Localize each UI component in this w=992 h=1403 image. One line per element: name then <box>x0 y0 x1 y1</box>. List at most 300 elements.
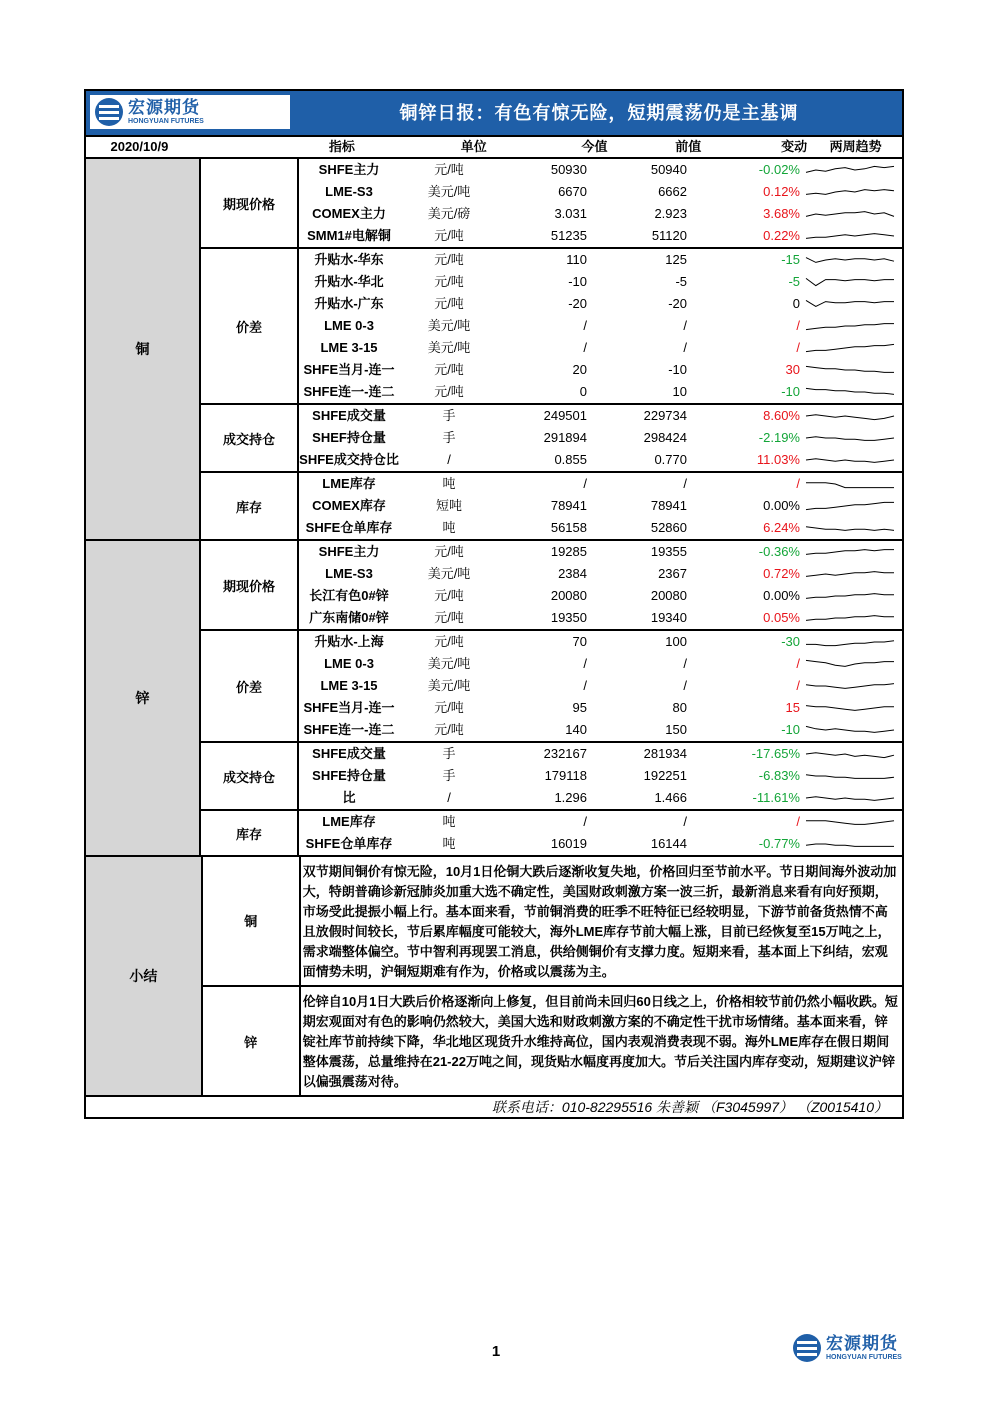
table-row <box>299 541 902 563</box>
group-label: 成交持仓 <box>201 743 297 809</box>
title-bar <box>86 91 902 137</box>
unit-cell: 手 <box>442 768 456 783</box>
previous-value: 298424 <box>643 430 687 445</box>
trend-line <box>806 821 894 825</box>
change-value: / <box>796 678 800 693</box>
indicator-name: 比 <box>342 790 356 805</box>
unit-cell: 手 <box>442 746 456 761</box>
trend-line <box>806 502 894 509</box>
previous-value: 52860 <box>650 520 687 535</box>
table-row <box>299 159 902 181</box>
previous-value: / <box>683 656 687 671</box>
current-value: 232167 <box>543 746 587 761</box>
table-row <box>299 427 902 449</box>
trend-cell <box>802 181 902 203</box>
indicator-name: SHFE成交持仓比 <box>299 452 399 467</box>
change-value: -0.02% <box>758 162 800 177</box>
unit-cell: 美元/吨 <box>427 566 471 581</box>
indicator-name: LME库存 <box>322 476 376 491</box>
change-value: 0 <box>792 296 800 311</box>
group-label: 期现价格 <box>201 541 297 629</box>
trend-sparkline <box>804 678 896 694</box>
previous-value: 125 <box>665 252 687 267</box>
previous-value: 6662 <box>658 184 687 199</box>
indicator-name: LME-S3 <box>325 566 373 581</box>
trend-cell <box>802 271 902 293</box>
trend-line <box>806 437 894 441</box>
change-value: 0.00% <box>763 498 800 513</box>
report-title: 铜锌日报：有色有惊无险，短期震荡仍是主基调 <box>399 103 799 123</box>
unit-cell: 美元/吨 <box>427 184 471 199</box>
trend-cell <box>802 811 902 833</box>
current-value: 95 <box>572 700 587 715</box>
trend-cell <box>802 337 902 359</box>
previous-value: -5 <box>675 274 687 289</box>
trend-sparkline <box>804 814 896 830</box>
current-value: 179118 <box>544 768 587 783</box>
unit-cell: 美元/磅 <box>427 206 471 221</box>
indicator-group <box>201 811 902 855</box>
group-rows <box>297 811 902 855</box>
category-copper: 铜 <box>86 159 199 539</box>
trend-cell <box>802 359 902 381</box>
trend-cell <box>802 427 902 449</box>
trend-cell <box>802 381 902 403</box>
current-value: 51235 <box>550 228 587 243</box>
previous-value: / <box>683 318 687 333</box>
unit-cell: 美元/吨 <box>427 678 471 693</box>
indicator-name: COMEX主力 <box>312 206 386 221</box>
indicator-name: LME 3-15 <box>320 678 378 693</box>
trend-sparkline <box>804 634 896 650</box>
current-value: 1.296 <box>554 790 587 805</box>
table-row <box>299 315 902 337</box>
trend-cell <box>802 833 902 855</box>
change-value: 0.00% <box>763 588 800 603</box>
indicator-group <box>201 159 902 249</box>
change-value: -15 <box>781 252 800 267</box>
unit-cell: 吨 <box>442 476 456 491</box>
trend-line <box>806 166 894 172</box>
table-row <box>299 743 902 765</box>
previous-value: 2.923 <box>654 206 687 221</box>
trend-cell <box>802 697 902 719</box>
previous-value: 51120 <box>651 228 687 243</box>
trend-sparkline <box>804 452 896 468</box>
trend-line <box>806 641 894 646</box>
group-label: 价差 <box>201 631 297 741</box>
unit-cell: 手 <box>442 430 456 445</box>
footer-logo-cn: 宏源期货 <box>826 1334 898 1353</box>
trend-line <box>806 572 894 577</box>
trend-line <box>806 234 894 239</box>
zinc-block <box>86 541 902 857</box>
summary-zinc-label: 锌 <box>203 987 299 1095</box>
trend-line <box>806 344 894 351</box>
previous-value: 281934 <box>643 746 687 761</box>
previous-value: -10 <box>668 362 687 377</box>
unit-cell: / <box>447 790 451 805</box>
unit-cell: 美元/吨 <box>427 656 471 671</box>
current-value: 20 <box>572 362 587 377</box>
indicator-group <box>201 743 902 811</box>
table-row <box>299 181 902 203</box>
trend-line <box>806 324 894 330</box>
table-row <box>299 495 902 517</box>
column-header <box>86 137 902 159</box>
current-value: 3.031 <box>554 206 587 221</box>
change-value: 0.05% <box>763 610 800 625</box>
trend-cell <box>802 607 902 629</box>
indicator-name: SHFE当月-连一 <box>303 700 395 715</box>
unit-cell: 元/吨 <box>434 252 464 267</box>
table-row <box>299 787 902 809</box>
unit-cell: 元/吨 <box>434 700 464 715</box>
trend-sparkline <box>804 274 896 290</box>
trend-cell <box>802 719 902 741</box>
current-value: 19285 <box>550 544 587 559</box>
company-logo <box>90 95 290 129</box>
table-row <box>299 517 902 539</box>
indicator-name: SHFE连一-连二 <box>303 384 395 399</box>
table-row <box>299 359 902 381</box>
indicator-name: LME 0-3 <box>324 656 374 671</box>
trend-sparkline <box>804 408 896 424</box>
indicator-name: 升贴水-华东 <box>314 252 384 267</box>
table-row <box>299 563 902 585</box>
trend-line <box>806 300 894 306</box>
table-row <box>299 249 902 271</box>
table-row <box>299 697 902 719</box>
trend-line <box>806 190 894 195</box>
current-value: 20080 <box>550 588 587 603</box>
previous-value: / <box>683 476 687 491</box>
trend-line <box>806 212 894 217</box>
indicator-name: SHFE成交量 <box>312 408 386 423</box>
current-value: 19350 <box>550 610 587 625</box>
trend-cell <box>802 541 902 563</box>
table-row <box>299 833 902 855</box>
previous-value: 0.770 <box>654 452 687 467</box>
header-change: 变动 <box>781 139 808 154</box>
previous-value: 2367 <box>658 566 687 581</box>
unit-cell: 吨 <box>442 520 456 535</box>
report-date: 2020/10/9 <box>110 139 169 154</box>
summary-zinc-text: 伦锌自10月1日大跌后价格逐渐向上修复，但目前尚未回归60日线之上，价格相较节前仍然小幅收跌。短期宏观面对有色的影响仍然较大，美国大选和财政刺激方案的不确定性干扰市场情绪。基本面来看，锌锭社库节前持续下降，华北地区现货升水维持高位，国内表观消费表现不弱。海外LME库存在假日期间整体震荡，总量维持在21-22万吨之间，现货贴水幅度再度加大。节后关注国内库存变动，短期建议沪锌以偏强震荡对待。 <box>299 987 902 1095</box>
table-row <box>299 719 902 741</box>
trend-sparkline <box>804 318 896 334</box>
trend-cell <box>802 203 902 225</box>
previous-value: 19340 <box>650 610 687 625</box>
indicator-name: SHFE成交量 <box>312 746 386 761</box>
current-value: / <box>583 678 587 693</box>
trend-sparkline <box>804 162 896 178</box>
indicator-name: SHFE持仓量 <box>312 768 386 783</box>
unit-cell: 美元/吨 <box>427 340 471 355</box>
indicator-name: 广东南储0#锌 <box>309 610 389 625</box>
previous-value: 16144 <box>650 836 687 851</box>
group-label: 价差 <box>201 249 297 403</box>
change-value: 8.60% <box>763 408 800 423</box>
indicator-group <box>201 541 902 631</box>
trend-cell <box>802 585 902 607</box>
previous-value: 78941 <box>650 498 687 513</box>
table-row <box>299 811 902 833</box>
header-indicator: 指标 <box>328 139 355 154</box>
daily-report-table <box>84 89 904 1119</box>
current-value: 56158 <box>550 520 587 535</box>
current-value: / <box>583 656 587 671</box>
trend-sparkline <box>804 768 896 784</box>
previous-value: 100 <box>665 634 687 649</box>
table-row <box>299 337 902 359</box>
trend-cell <box>802 743 902 765</box>
trend-cell <box>802 249 902 271</box>
hongyuan-logo-icon <box>792 1333 822 1363</box>
indicator-name: 长江有色0#锌 <box>309 588 389 603</box>
trend-cell <box>802 765 902 787</box>
current-value: 70 <box>572 634 587 649</box>
change-value: -30 <box>781 634 800 649</box>
indicator-name: LME库存 <box>322 814 376 829</box>
unit-cell: 元/吨 <box>434 610 464 625</box>
current-value: 110 <box>566 252 587 267</box>
indicator-name: 升贴水-上海 <box>314 634 384 649</box>
change-value: -6.83% <box>758 768 800 783</box>
change-value: -17.65% <box>751 746 800 761</box>
trend-line <box>806 366 894 372</box>
change-value: 15 <box>785 700 800 715</box>
unit-cell: 元/吨 <box>434 384 464 399</box>
table-row <box>299 607 902 629</box>
unit-cell: 元/吨 <box>434 588 464 603</box>
current-value: 2384 <box>558 566 587 581</box>
trend-cell <box>802 563 902 585</box>
indicator-name: SHFE当月-连一 <box>303 362 395 377</box>
previous-value: 150 <box>665 722 687 737</box>
trend-line <box>806 594 894 599</box>
change-value: 11.03% <box>756 452 800 467</box>
trend-cell <box>802 449 902 471</box>
table-row <box>299 405 902 427</box>
indicator-name: COMEX库存 <box>312 498 386 513</box>
trend-cell <box>802 675 902 697</box>
header-trend: 两周趋势 <box>829 139 882 154</box>
trend-line <box>806 706 894 711</box>
indicator-name: SHFE仓单库存 <box>305 836 393 851</box>
table-row <box>299 765 902 787</box>
previous-value: 192251 <box>643 768 687 783</box>
current-value: -20 <box>568 296 587 311</box>
indicator-name: SHFE主力 <box>318 162 380 177</box>
indicator-group <box>201 249 902 405</box>
change-value: -10 <box>781 384 800 399</box>
group-rows <box>297 159 902 247</box>
change-value: -11.61% <box>752 790 800 805</box>
change-value: / <box>796 656 800 671</box>
current-value: 291894 <box>543 430 587 445</box>
current-value: 140 <box>565 722 587 737</box>
trend-line <box>806 684 894 689</box>
trend-sparkline <box>804 340 896 356</box>
unit-cell: 美元/吨 <box>427 318 471 333</box>
table-row <box>299 585 902 607</box>
indicator-group <box>201 473 902 539</box>
table-row <box>299 271 902 293</box>
group-label: 库存 <box>201 473 297 539</box>
trend-line <box>806 388 894 394</box>
trend-cell <box>802 159 902 181</box>
unit-cell: 短吨 <box>435 498 462 513</box>
group-rows <box>297 473 902 539</box>
trend-line <box>806 726 894 732</box>
unit-cell: 吨 <box>442 836 456 851</box>
trend-cell <box>802 787 902 809</box>
trend-line <box>806 550 894 555</box>
trend-sparkline <box>804 544 896 560</box>
trend-sparkline <box>804 252 896 268</box>
summary-copper-text: 双节期间铜价有惊无险，10月1日伦铜大跌后逐渐收复失地，价格回归至节前水平。节日期间海外波动加大，特朗普确诊新冠肺炎加重大选不确定性，美国财政刺激方案一波三折，最新消息来看有向好预期，市场受此提振小幅上行。基本面来看，节前铜消费的旺季不旺特征已经较明显，下游节前备货热情不高且放假时间较长，节后累库幅度可能较大，海外LME库存节前大幅上涨，目前已经恢复至15万吨之上，需求端整体偏空。节中智利再现罢工消息，供给侧铜价有支撑力度。短期来看，基本面上下纠结，宏观面情势未明，沪铜短期难有作为，价格或以震荡为主。 <box>299 857 902 985</box>
category-summary: 小结 <box>86 857 201 1095</box>
copper-groups <box>199 159 902 539</box>
header-unit: 单位 <box>460 139 487 154</box>
trend-cell <box>802 631 902 653</box>
trend-cell <box>802 495 902 517</box>
trend-sparkline <box>804 610 896 626</box>
trend-cell <box>802 405 902 427</box>
group-label: 期现价格 <box>201 159 297 247</box>
footer-logo-en: HONGYUAN FUTURES <box>826 1354 902 1361</box>
trend-line <box>806 459 894 463</box>
indicator-name: LME 0-3 <box>324 318 374 333</box>
group-rows <box>297 541 902 629</box>
trend-sparkline <box>804 790 896 806</box>
indicator-name: SMM1#电解铜 <box>307 228 391 243</box>
trend-line <box>806 660 894 666</box>
header-previous: 前值 <box>675 139 702 154</box>
summary-zinc <box>203 987 902 1095</box>
trend-sparkline <box>804 566 896 582</box>
previous-value: 19355 <box>650 544 687 559</box>
trend-line <box>806 844 894 846</box>
current-value: 50930 <box>550 162 587 177</box>
zinc-groups <box>199 541 902 855</box>
trend-sparkline <box>804 296 896 312</box>
trend-line <box>806 775 894 779</box>
trend-sparkline <box>804 206 896 222</box>
previous-value: 80 <box>672 700 687 715</box>
current-value: 0 <box>579 384 587 399</box>
trend-sparkline <box>804 498 896 514</box>
table-row <box>299 653 902 675</box>
current-value: -10 <box>568 274 587 289</box>
unit-cell: 元/吨 <box>434 634 464 649</box>
trend-line <box>806 527 894 531</box>
unit-cell: 元/吨 <box>434 362 464 377</box>
contact-line: 联系电话：010-82295516 朱善颖 （F3045997） （Z0015410） <box>86 1095 902 1117</box>
hongyuan-logo-icon <box>94 97 124 127</box>
table-row <box>299 675 902 697</box>
trend-cell <box>802 473 902 495</box>
current-value: / <box>583 814 587 829</box>
table-row <box>299 381 902 403</box>
group-label: 库存 <box>201 811 297 855</box>
change-value: -10 <box>781 722 800 737</box>
copper-block <box>86 159 902 541</box>
current-value: 249501 <box>543 408 587 423</box>
unit-cell: 手 <box>442 408 456 423</box>
current-value: 16019 <box>550 836 587 851</box>
current-value: / <box>583 318 587 333</box>
indicator-name: 升贴水-广东 <box>314 296 384 311</box>
trend-sparkline <box>804 184 896 200</box>
summary-copper-label: 铜 <box>203 857 299 983</box>
trend-line <box>806 753 894 758</box>
indicator-name: SHFE连一-连二 <box>303 722 395 737</box>
indicator-group <box>201 405 902 473</box>
change-value: 30 <box>785 362 800 377</box>
table-row <box>299 293 902 315</box>
trend-line <box>806 797 894 801</box>
change-value: / <box>796 340 800 355</box>
summary-block <box>86 857 902 1095</box>
page-number: 1 <box>491 1343 501 1360</box>
table-row <box>299 203 902 225</box>
previous-value: 1.466 <box>654 790 687 805</box>
previous-value: -20 <box>668 296 687 311</box>
trend-sparkline <box>804 656 896 672</box>
change-value: 0.72% <box>763 566 800 581</box>
trend-cell <box>802 517 902 539</box>
trend-sparkline <box>804 228 896 244</box>
footer-logo <box>792 1330 912 1366</box>
indicator-name: SHEF持仓量 <box>312 430 386 445</box>
unit-cell: 元/吨 <box>434 162 464 177</box>
trend-sparkline <box>804 700 896 716</box>
change-value: 6.24% <box>763 520 800 535</box>
change-value: -5 <box>788 274 800 289</box>
trend-line <box>806 415 894 420</box>
unit-cell: 元/吨 <box>434 722 464 737</box>
change-value: -2.19% <box>758 430 800 445</box>
trend-cell <box>802 293 902 315</box>
group-rows <box>297 249 902 403</box>
trend-line <box>806 483 894 488</box>
indicator-name: SHFE主力 <box>318 544 380 559</box>
table-row <box>299 631 902 653</box>
trend-sparkline <box>804 722 896 738</box>
trend-sparkline <box>804 588 896 604</box>
current-value: / <box>583 340 587 355</box>
indicator-name: LME 3-15 <box>320 340 378 355</box>
trend-line <box>806 258 894 263</box>
trend-sparkline <box>804 362 896 378</box>
current-value: 0.855 <box>554 452 587 467</box>
group-rows <box>297 405 902 471</box>
trend-sparkline <box>804 520 896 536</box>
logo-en-text: HONGYUAN FUTURES <box>128 118 204 125</box>
group-rows <box>297 631 902 741</box>
previous-value: 229734 <box>643 408 687 423</box>
current-value: 78941 <box>550 498 587 513</box>
trend-cell <box>802 315 902 337</box>
previous-value: / <box>683 678 687 693</box>
logo-cn-text: 宏源期货 <box>128 98 200 117</box>
unit-cell: / <box>447 452 451 467</box>
trend-sparkline <box>804 384 896 400</box>
table-row <box>299 473 902 495</box>
change-value: / <box>796 476 800 491</box>
